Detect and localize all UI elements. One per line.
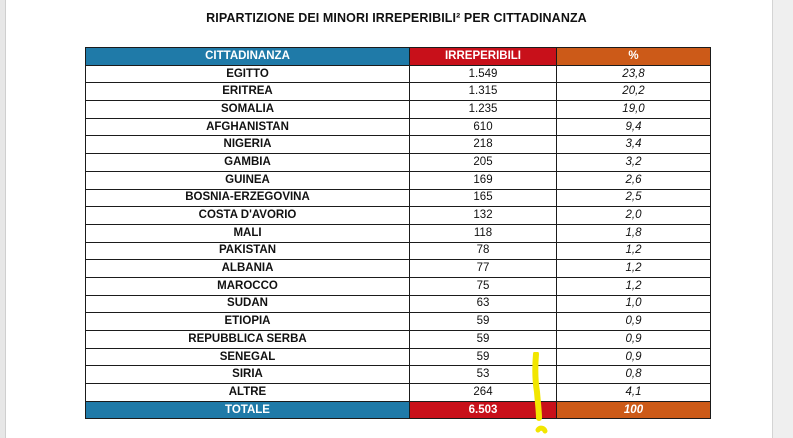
percent-cell: 3,4 — [557, 136, 711, 154]
country-cell: ALTRE — [86, 384, 410, 402]
table-row — [86, 384, 711, 402]
count-cell: 1.235 — [410, 101, 557, 119]
percent-cell: 0,9 — [557, 313, 711, 331]
percent-cell: 4,1 — [557, 384, 711, 402]
count-cell: 53 — [410, 366, 557, 384]
count-cell: 1.315 — [410, 83, 557, 101]
window-scrollbar[interactable] — [772, 0, 793, 438]
country-cell: GAMBIA — [86, 154, 410, 172]
total-label: TOTALE — [86, 401, 410, 419]
percent-cell: 1,2 — [557, 277, 711, 295]
country-cell: SUDAN — [86, 295, 410, 313]
count-cell: 118 — [410, 224, 557, 242]
page-left-edge — [0, 0, 6, 438]
count-cell: 1.549 — [410, 65, 557, 83]
country-cell: PAKISTAN — [86, 242, 410, 260]
table-row — [86, 295, 711, 313]
count-cell: 59 — [410, 331, 557, 349]
percent-cell: 0,9 — [557, 348, 711, 366]
country-cell: SIRIA — [86, 366, 410, 384]
table-row — [86, 189, 711, 207]
total-count: 6.503 — [410, 401, 557, 419]
count-cell: 165 — [410, 189, 557, 207]
header-citizenship: CITTADINANZA — [86, 48, 410, 66]
count-cell: 63 — [410, 295, 557, 313]
country-cell: NIGERIA — [86, 136, 410, 154]
table-row — [86, 83, 711, 101]
percent-cell: 23,8 — [557, 65, 711, 83]
count-cell: 205 — [410, 154, 557, 172]
count-cell: 59 — [410, 348, 557, 366]
table-total-row — [86, 401, 711, 419]
percent-cell: 2,6 — [557, 171, 711, 189]
country-cell: REPUBBLICA SERBA — [86, 331, 410, 349]
country-cell: ALBANIA — [86, 260, 410, 278]
country-cell: BOSNIA-ERZEGOVINA — [86, 189, 410, 207]
table-row — [86, 207, 711, 225]
header-untraceable: IRREPERIBILI — [410, 48, 557, 66]
percent-cell: 1,2 — [557, 260, 711, 278]
percent-cell: 1,2 — [557, 242, 711, 260]
country-cell: SENEGAL — [86, 348, 410, 366]
count-cell: 59 — [410, 313, 557, 331]
table-row — [86, 65, 711, 83]
percent-cell: 0,9 — [557, 331, 711, 349]
table-row — [86, 118, 711, 136]
citizenship-table — [85, 47, 711, 419]
country-cell: EGITTO — [86, 65, 410, 83]
count-cell: 77 — [410, 260, 557, 278]
percent-cell: 9,4 — [557, 118, 711, 136]
percent-cell: 1,0 — [557, 295, 711, 313]
percent-cell: 19,0 — [557, 101, 711, 119]
table-row — [86, 224, 711, 242]
count-cell: 75 — [410, 277, 557, 295]
table-row — [86, 101, 711, 119]
country-cell: SOMALIA — [86, 101, 410, 119]
table-row — [86, 366, 711, 384]
country-cell: COSTA D'AVORIO — [86, 207, 410, 225]
country-cell: AFGHANISTAN — [86, 118, 410, 136]
table-row — [86, 136, 711, 154]
country-cell: GUINEA — [86, 171, 410, 189]
percent-cell: 1,8 — [557, 224, 711, 242]
percent-cell: 2,0 — [557, 207, 711, 225]
page-title: RIPARTIZIONE DEI MINORI IRREPERIBILI² PER CITTADINANZA — [206, 11, 587, 25]
country-cell: ERITREA — [86, 83, 410, 101]
count-cell: 264 — [410, 384, 557, 402]
count-cell: 169 — [410, 171, 557, 189]
table-row — [86, 331, 711, 349]
count-cell: 218 — [410, 136, 557, 154]
percent-cell: 0,8 — [557, 366, 711, 384]
percent-cell: 20,2 — [557, 83, 711, 101]
country-cell: MAROCCO — [86, 277, 410, 295]
table-row — [86, 313, 711, 331]
percent-cell: 3,2 — [557, 154, 711, 172]
country-cell: ETIOPIA — [86, 313, 410, 331]
table-header-row — [86, 48, 711, 66]
percent-cell: 2,5 — [557, 189, 711, 207]
country-cell: MALI — [86, 224, 410, 242]
table-row — [86, 242, 711, 260]
header-percent: % — [557, 48, 711, 66]
count-cell: 132 — [410, 207, 557, 225]
table-row — [86, 171, 711, 189]
table-row — [86, 260, 711, 278]
count-cell: 78 — [410, 242, 557, 260]
table-row — [86, 154, 711, 172]
count-cell: 610 — [410, 118, 557, 136]
table-row — [86, 348, 711, 366]
table-row — [86, 277, 711, 295]
total-percent: 100 — [557, 401, 711, 419]
